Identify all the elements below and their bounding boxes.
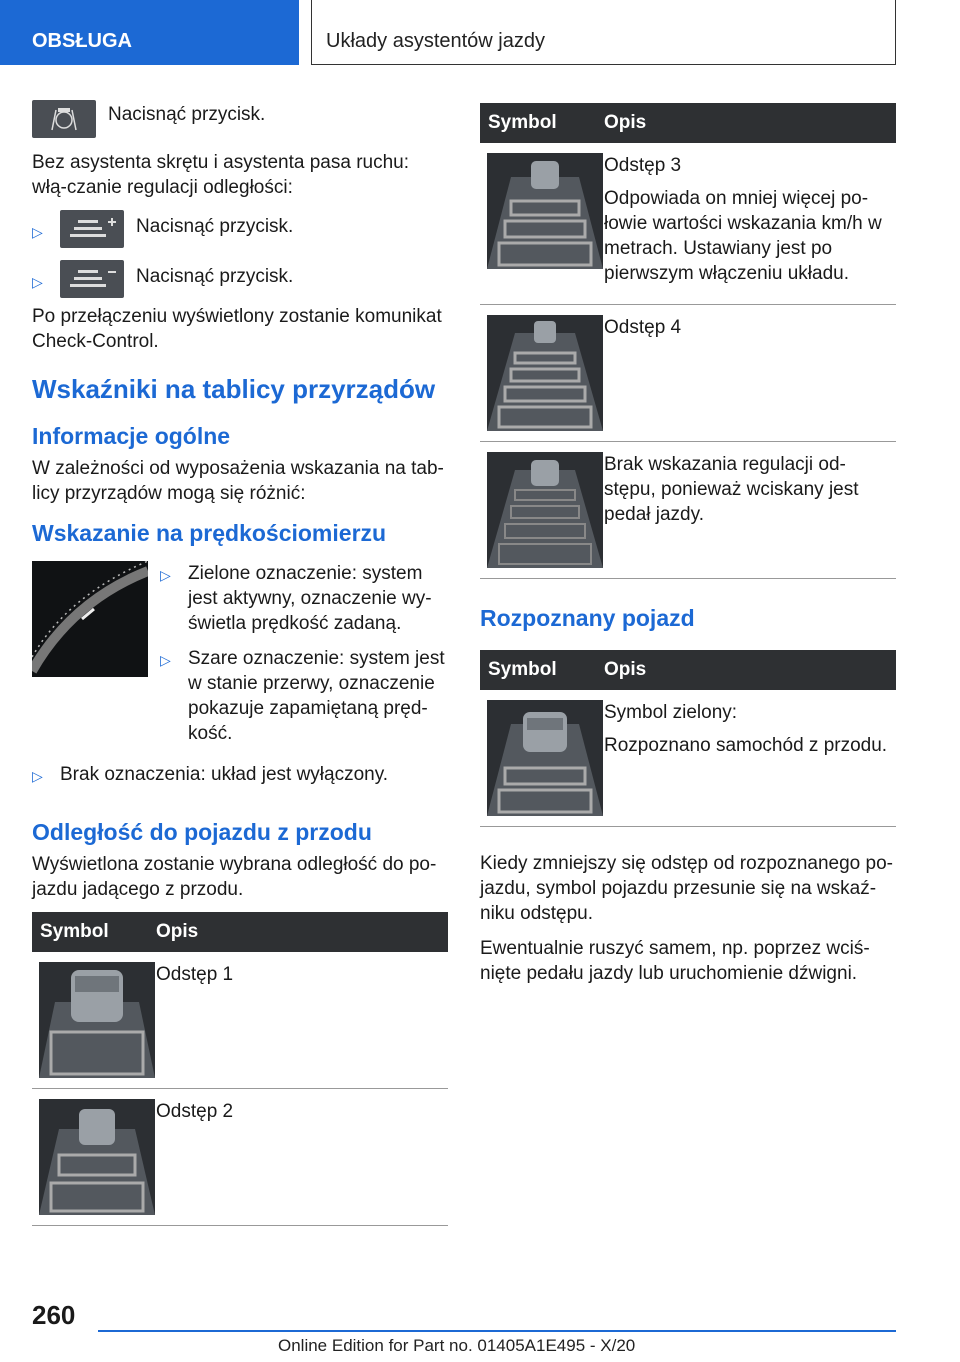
distance-3-car-icon xyxy=(487,153,603,269)
right-column xyxy=(480,103,896,996)
heading-distance: Odległość do pojazdu z przodu xyxy=(32,819,372,845)
table-header: Symbol Opis xyxy=(480,650,896,690)
table-row: Symbol zielony: Rozpoznano samochód z przodu. xyxy=(480,690,896,827)
speedometer-block xyxy=(32,561,448,756)
table-row: Odstęp 1 xyxy=(32,952,448,1089)
bullet-triangle-icon: ▷ xyxy=(160,652,171,668)
table-header: Symbol Opis xyxy=(480,103,896,143)
left-column xyxy=(32,100,448,1226)
chapter-tab xyxy=(311,0,896,65)
distance-plus-button-icon xyxy=(60,210,124,248)
distance-table-1 xyxy=(32,912,448,1226)
list-item: ▷ Brak oznaczenia: układ jest wyłączony. xyxy=(32,762,448,789)
distance-4-car-icon xyxy=(487,315,603,431)
section-tab xyxy=(0,0,299,65)
bullet-triangle-icon: ▷ xyxy=(32,224,43,240)
distance-minus-button-icon xyxy=(60,260,124,298)
table-row: Odstęp 2 xyxy=(32,1089,448,1226)
table-header: Symbol Opis xyxy=(32,912,448,952)
heading-general-info: Informacje ogólne xyxy=(32,423,231,449)
driving-assistant-button-icon xyxy=(32,100,96,138)
bullet-triangle-icon: ▷ xyxy=(32,274,43,290)
bullet-triangle-icon: ▷ xyxy=(32,768,43,784)
heading-instrument-cluster: Wskaźniki na tablicy przyrządów xyxy=(32,374,436,404)
table-row: Brak wskazania regulacji od-stępu, ponieważ wciskany jest pedał jazdy. xyxy=(480,442,896,579)
speedometer-image xyxy=(32,561,148,677)
detected-vehicle-icon xyxy=(487,700,603,816)
paragraph-distance: Wyświetlona zostanie wybrana odległość do po-jazdu jadącego z przodu. xyxy=(32,854,437,900)
press-button-text: Nacisnąć przycisk. xyxy=(108,104,266,125)
heading-speedometer: Wskazanie na prędkościomierzu xyxy=(32,520,387,546)
paragraph-distance-change: Kiedy zmniejszy się odstęp od rozpoznanego po-jazdu, symbol pojazdu przesunie się na wskaź-niku odstępu. xyxy=(480,853,893,924)
list-item xyxy=(32,260,448,298)
press-button-text: Nacisnąć przycisk. xyxy=(136,216,294,237)
speedometer-bullets xyxy=(160,561,448,756)
chapter-title: Układy asystentów jazdy xyxy=(326,30,545,52)
table-row: Odstęp 4 xyxy=(480,305,896,442)
list-item xyxy=(32,210,448,248)
list-item: ▷ Szare oznaczenie: system jest w stanie przerwy, oznaczenie pokazuje zapamiętaną pręd-kość. xyxy=(160,648,445,744)
table-row: Odstęp 3 Odpowiada on mniej więcej po-łowie wartości wskazania km/h w metrach. Ustawiany jest po pierwszym włączeniu układu. xyxy=(480,143,896,305)
distance-1-car-icon xyxy=(39,962,155,1078)
no-distance-car-icon xyxy=(487,452,603,568)
detected-vehicle-table xyxy=(480,650,896,827)
paragraph-check-control: Po przełączeniu wyświetlony zostanie komunikat Check-Control. xyxy=(32,306,442,352)
distance-table-2 xyxy=(480,103,896,579)
bullet-triangle-icon: ▷ xyxy=(160,567,171,583)
paragraph-drive-off: Ewentualnie ruszyć samem, np. poprzez wciś-nięte pedału jazdy lub uruchomienie dźwigni. xyxy=(480,938,870,984)
footer-divider xyxy=(98,1330,896,1332)
paragraph-general-info: W zależności od wyposażenia wskazania na tab-licy przyrządów mogą się różnić: xyxy=(32,458,444,504)
section-title: OBSŁUGA xyxy=(32,30,132,52)
assist-button-row xyxy=(32,100,448,138)
heading-detected-vehicle: Rozpoznany pojazd xyxy=(480,605,695,631)
press-button-text: Nacisnąć przycisk. xyxy=(136,266,294,287)
distance-2-car-icon xyxy=(39,1099,155,1215)
paragraph-distance-control: Bez asystenta skrętu i asystenta pasa ruchu: włą-czanie regulacji odległości: xyxy=(32,152,410,198)
page-number: 260 xyxy=(32,1300,76,1330)
footer-edition: Online Edition for Part no. 01405A1E495 - X/20 xyxy=(278,1336,636,1355)
list-item: ▷ Zielone oznaczenie: system jest aktywny, oznaczenie wy-świetla prędkość zadaną. xyxy=(160,563,432,634)
